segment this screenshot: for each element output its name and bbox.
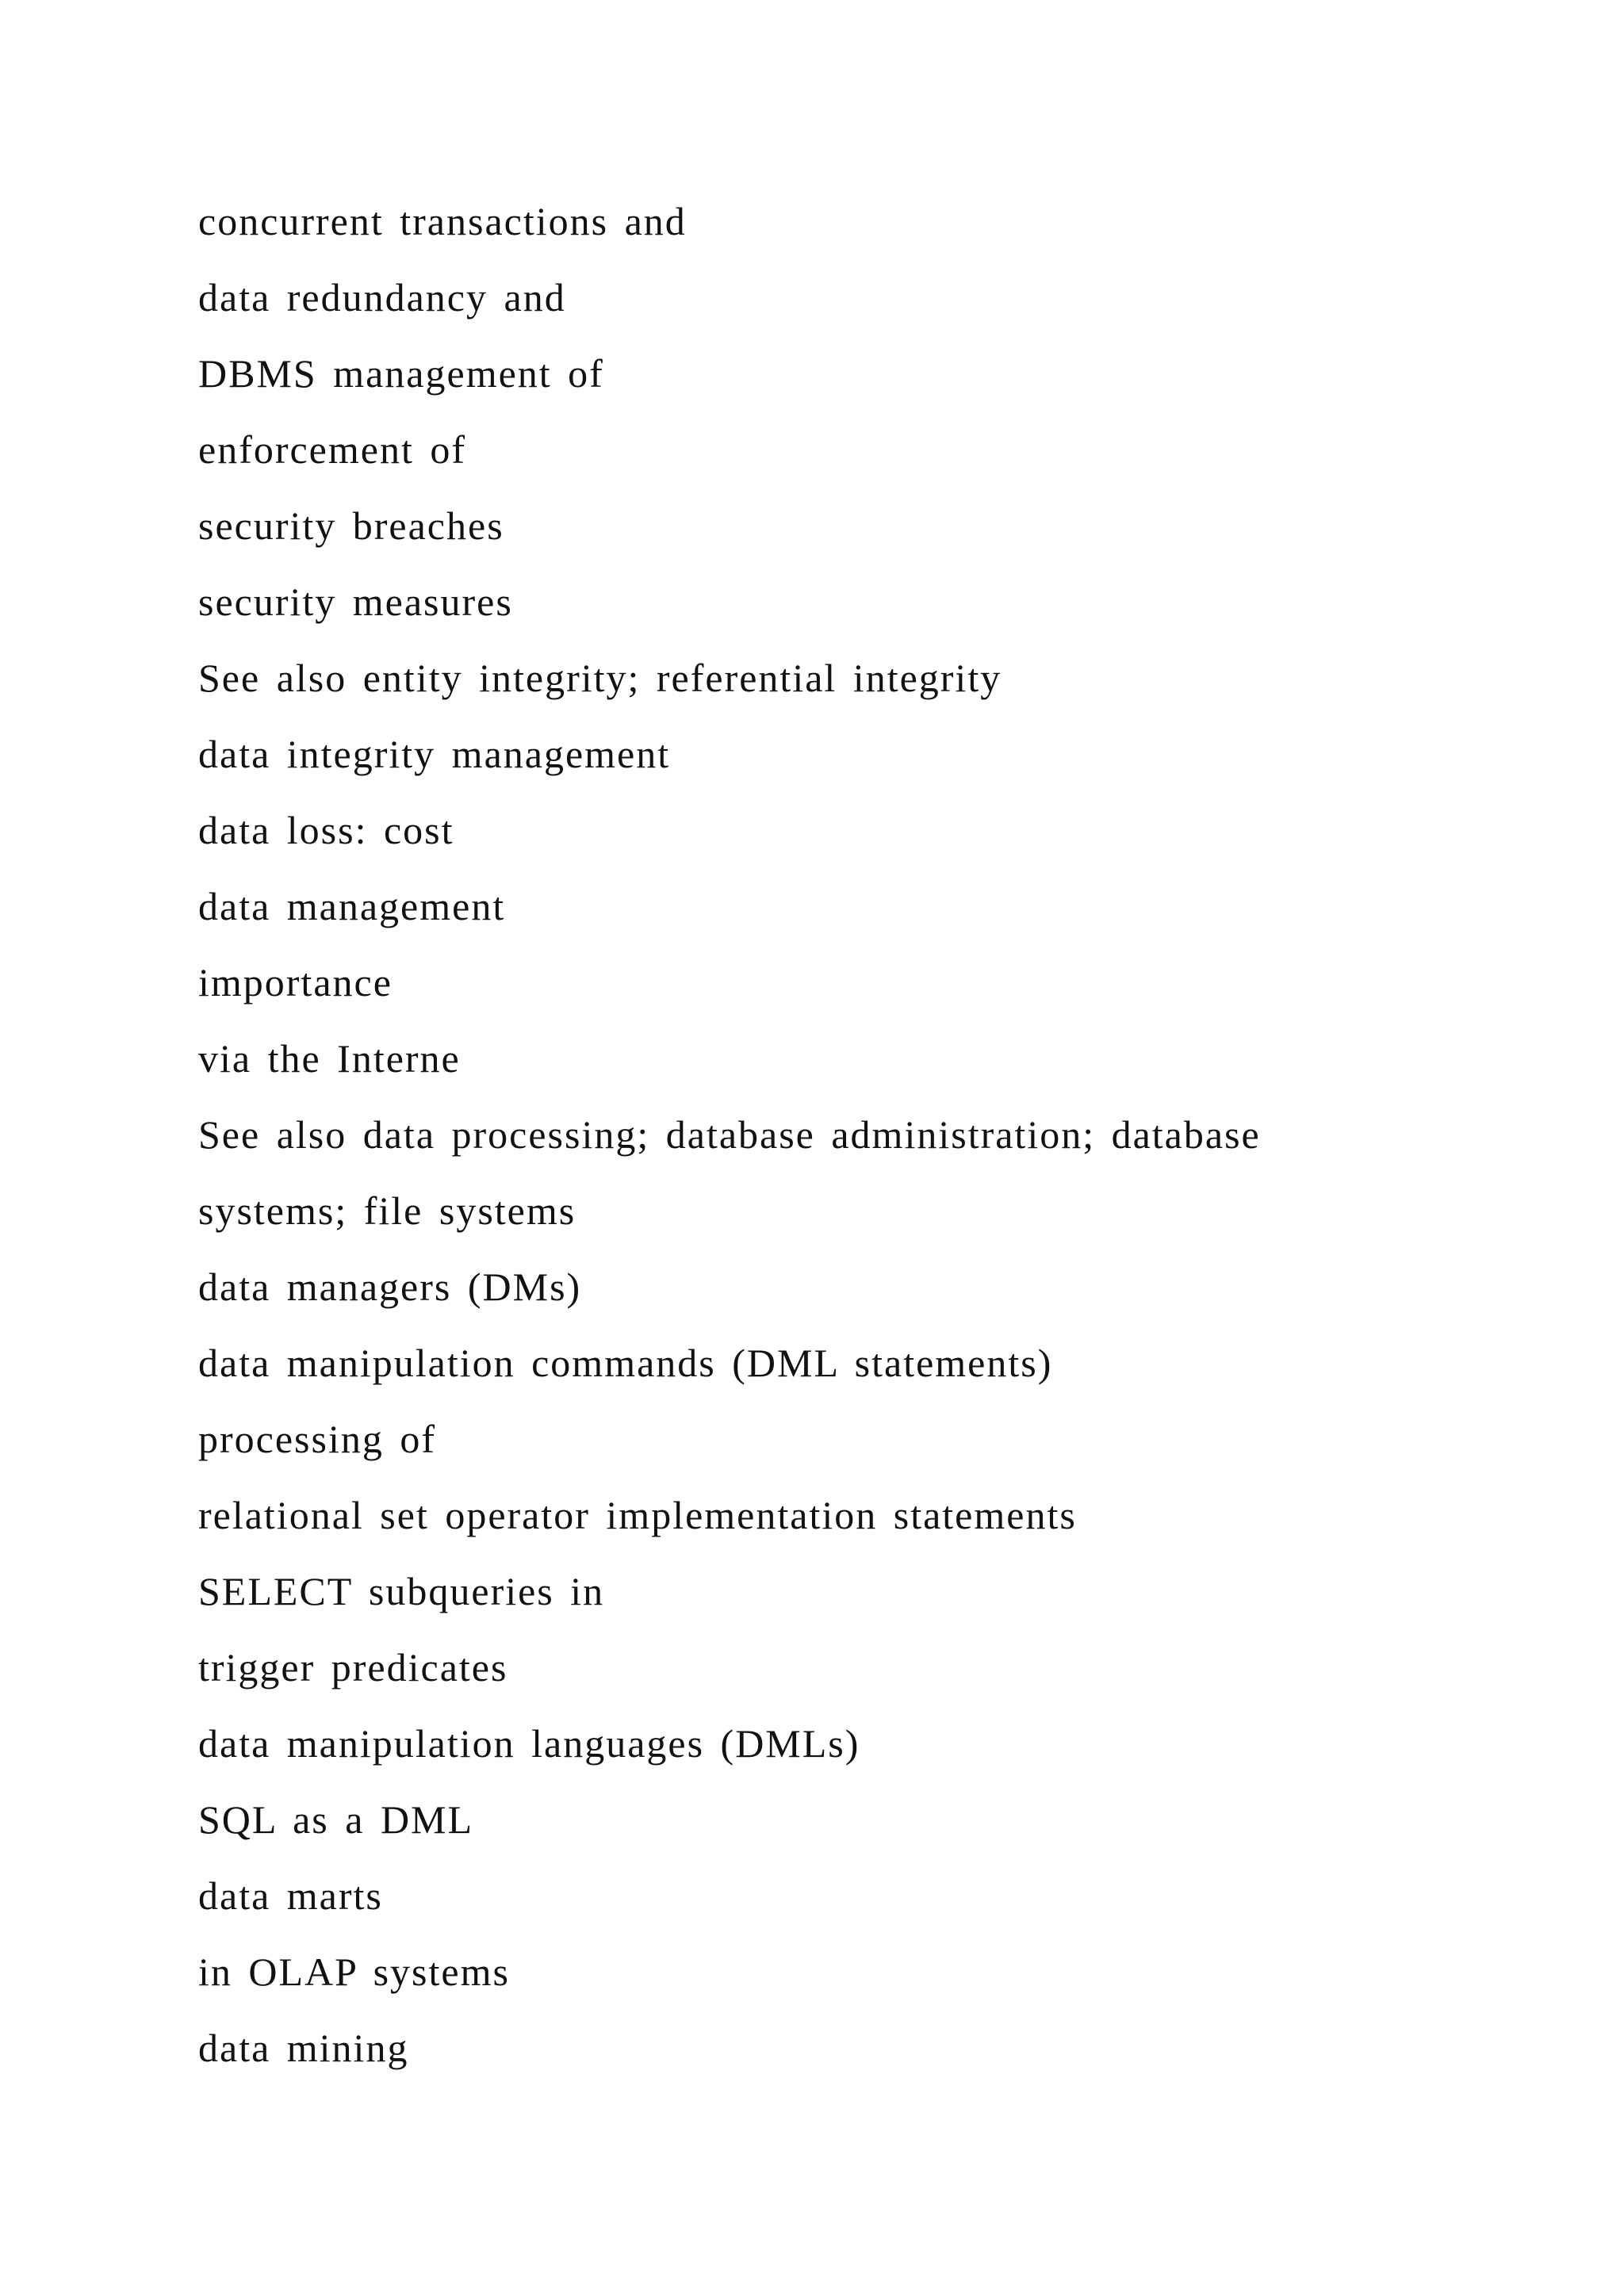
index-entry: See also data processing; database administration; database [198, 1112, 1261, 1157]
index-entry: enforcement of [198, 427, 467, 472]
index-entry: data integrity management [198, 732, 671, 776]
index-entry: data manipulation languages (DMLs) [198, 1721, 860, 1766]
index-entry: See also entity integrity; referential integrity [198, 656, 1002, 700]
index-entry: SQL as a DML [198, 1797, 474, 1842]
index-entry: importance [198, 960, 393, 1004]
index-entry: in OLAP systems [198, 1950, 510, 1994]
index-entry: data manipulation commands (DML statements) [198, 1341, 1053, 1385]
index-entry: data marts [198, 1873, 383, 1918]
index-entry: data management [198, 884, 506, 928]
index-entry: security breaches [198, 503, 504, 548]
index-entry: concurrent transactions and [198, 199, 687, 243]
index-entry: systems; file systems [198, 1188, 576, 1233]
index-entry: processing of [198, 1417, 436, 1461]
index-entry: DBMS management of [198, 351, 604, 396]
index-entry: trigger predicates [198, 1645, 508, 1689]
index-entry: via the Interne [198, 1036, 461, 1081]
index-entry: data loss: cost [198, 808, 454, 852]
index-entry-list [198, 193, 1546, 2096]
index-entry: security measures [198, 580, 513, 624]
index-entry: data managers (DMs) [198, 1265, 582, 1309]
index-entry: data mining [198, 2026, 409, 2070]
index-entry: data redundancy and [198, 275, 566, 320]
index-entry: SELECT subqueries in [198, 1569, 605, 1613]
index-entry: relational set operator implementation statements [198, 1493, 1077, 1537]
